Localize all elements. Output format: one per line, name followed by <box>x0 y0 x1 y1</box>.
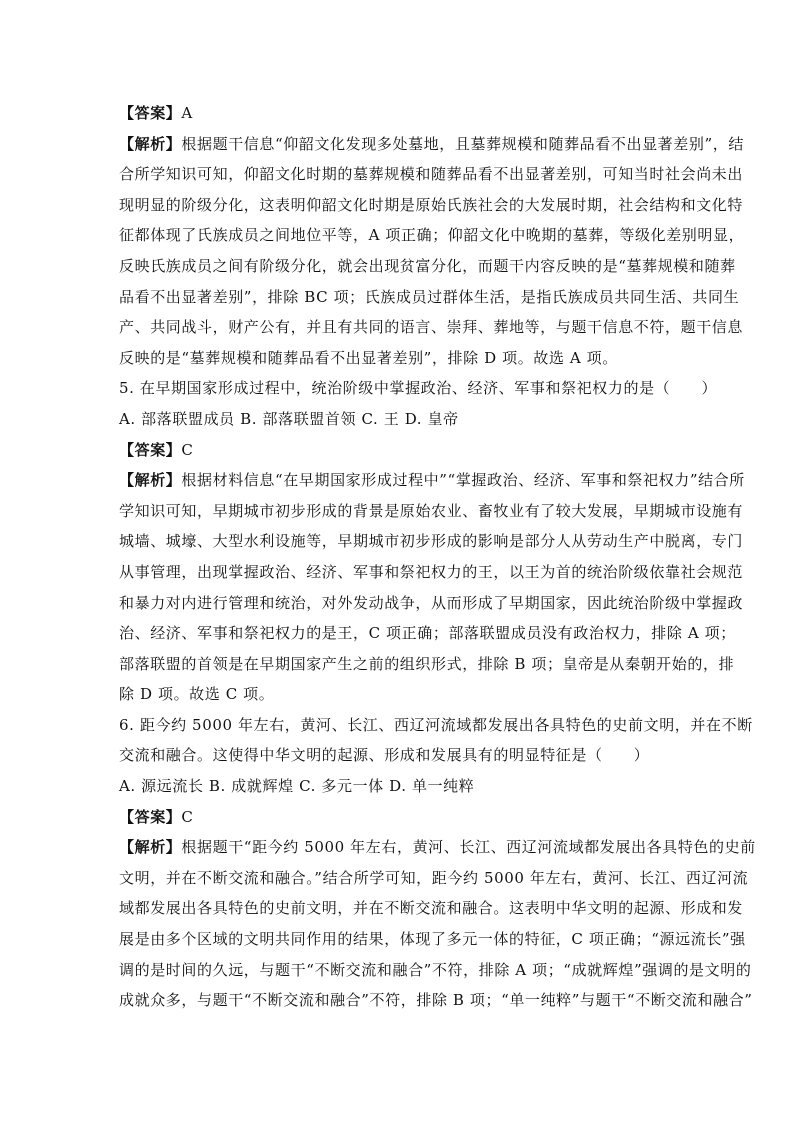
q4-analysis-line-3: 现明显的阶级分化，这表明仰韶文化时期是原始氏族社会的大发展时期，社会结构和文化特 <box>119 195 744 214</box>
q5-analysis-line-6: 治、经济、军事和祭祀权力的是王，C 项正确；部落联盟成员没有政治权力，排除 A 项； <box>119 624 736 643</box>
q4-answer <box>119 98 679 129</box>
q6-analysis-line-5: 调的是时间的久远，与题干“不断交流和融合”不符，排除 A 项；“成就辉煌”强调的是文明的 <box>119 960 752 979</box>
answer-label: 【答案】 <box>119 104 182 122</box>
q4-analysis-line-7: 产、共同战斗，财产公有，并且有共同的语言、崇拜、葬地等，与题干信息不符，题干信息 <box>119 318 744 337</box>
document-page <box>119 98 756 1016</box>
q6-options: A. 源远流长 B. 成就辉煌 C. 多元一体 D. 单一纯粹 <box>119 777 475 796</box>
answer-label: 【答案】 <box>119 807 182 826</box>
analysis-label: 【解析】 <box>119 134 182 153</box>
q5-analysis-line-3: 城墙、城壕、大型水利设施等，早期城市初步形成的影响是部分人从劳动生产中脱离，专门 <box>119 532 744 551</box>
q4-analysis-line-2: 合所学知识可知，仰韶文化时期的墓葬规模和随葬品看不出显著差别，可知当时社会尚未出 <box>119 165 744 184</box>
q5-answer-value: C <box>181 440 194 459</box>
q6-answer-value: C <box>181 807 194 826</box>
q5-analysis-line-8: 除 D 项。故选 C 项。 <box>119 685 275 704</box>
q6-analysis-line-3: 域都发展出各具特色的史前文明，并在不断交流和融合。这表明中华文明的起源、形成和发 <box>119 899 744 918</box>
q6-question-line-2: 交流和融合。这使得中华文明的起源、形成和发展具有的明显特征是（ ） <box>119 746 650 765</box>
q5-analysis-line-2: 学知识可知，早期城市初步形成的背景是原始农业、畜牧业有了较大发展，早期城市设施有 <box>119 501 744 520</box>
q6-analysis-line-4: 展是由多个区域的文明共同作用的结果，体现了多元一体的特征，C 项正确；“源远流长”强 <box>119 930 746 949</box>
q4-answer-value: A <box>181 104 193 122</box>
q5-options: A. 部落联盟成员 B. 部落联盟首领 C. 王 D. 皇帝 <box>119 409 459 428</box>
q6-analysis-line-6: 成就众多，与题干“不断交流和融合”不符，排除 B 项；“单一纯粹”与题干“不断交流和融合” <box>119 991 753 1010</box>
q4-analysis-line-1: 【解析】根据题干信息“仰韶文化发现多处墓地，且墓葬规模和随葬品看不出显著差别”，结 <box>119 134 744 153</box>
q5-analysis-line-7: 部落联盟的首领是在早期国家产生之前的组织形式，排除 B 项；皇帝是从秦朝开始的，排 <box>119 654 735 673</box>
q4-analysis-line-6: 品看不出显著差别”，排除 BC 项；氏族成员过群体生活，是指氏族成员共同生活、共同生 <box>119 287 740 306</box>
q4-analysis-line-5: 反映氏族成员之间有阶级分化，就会出现贫富分化，而题干内容反映的是“墓葬规模和随葬 <box>119 256 736 275</box>
q5-answer <box>119 435 679 466</box>
q6-analysis-line-1: 【解析】根据题干“距今约 5000 年左右，黄河、长江、西辽河流域都发展出各具特色的史前 <box>119 838 756 857</box>
q4-analysis-line-8: 反映的是“墓葬规模和随葬品看不出显著差别”，排除 D 项。故选 A 项。 <box>119 348 618 367</box>
analysis-label: 【解析】 <box>119 471 182 490</box>
q5-analysis-line-4: 从事管理，出现掌握政治、经济、军事和祭祀权力的王，以王为首的统治阶级依靠社会规范 <box>119 562 744 581</box>
q5-question: 5. 在早期国家形成过程中，统治阶级中掌握政治、经济、军事和祭祀权力的是（ ） <box>119 379 718 398</box>
q4-analysis-line-4: 征都体现了氏族成员之间地位平等，A 项正确；仰韶文化中晚期的墓葬，等级化差别明显， <box>119 226 745 245</box>
q5-analysis-line-5: 和暴力对内进行管理和统治，对外发动战争，从而形成了早期国家，因此统治阶级中掌握政 <box>119 593 744 612</box>
q6-analysis-line-2: 文明，并在不断交流和融合。”结合所学可知，距今约 5000 年左右，黄河、长江、西辽河流 <box>119 868 749 887</box>
answer-label: 【答案】 <box>119 440 182 459</box>
q6-answer <box>119 802 679 833</box>
q6-question-line-1: 6. 距今约 5000 年左右，黄河、长江、西辽河流域都发展出各具特色的史前文明，并在不断 <box>119 715 753 734</box>
q5-analysis-line-1: 【解析】根据材料信息“在早期国家形成过程中”“掌握政治、经济、军事和祭祀权力”结合所 <box>119 471 745 490</box>
analysis-label: 【解析】 <box>119 838 182 857</box>
